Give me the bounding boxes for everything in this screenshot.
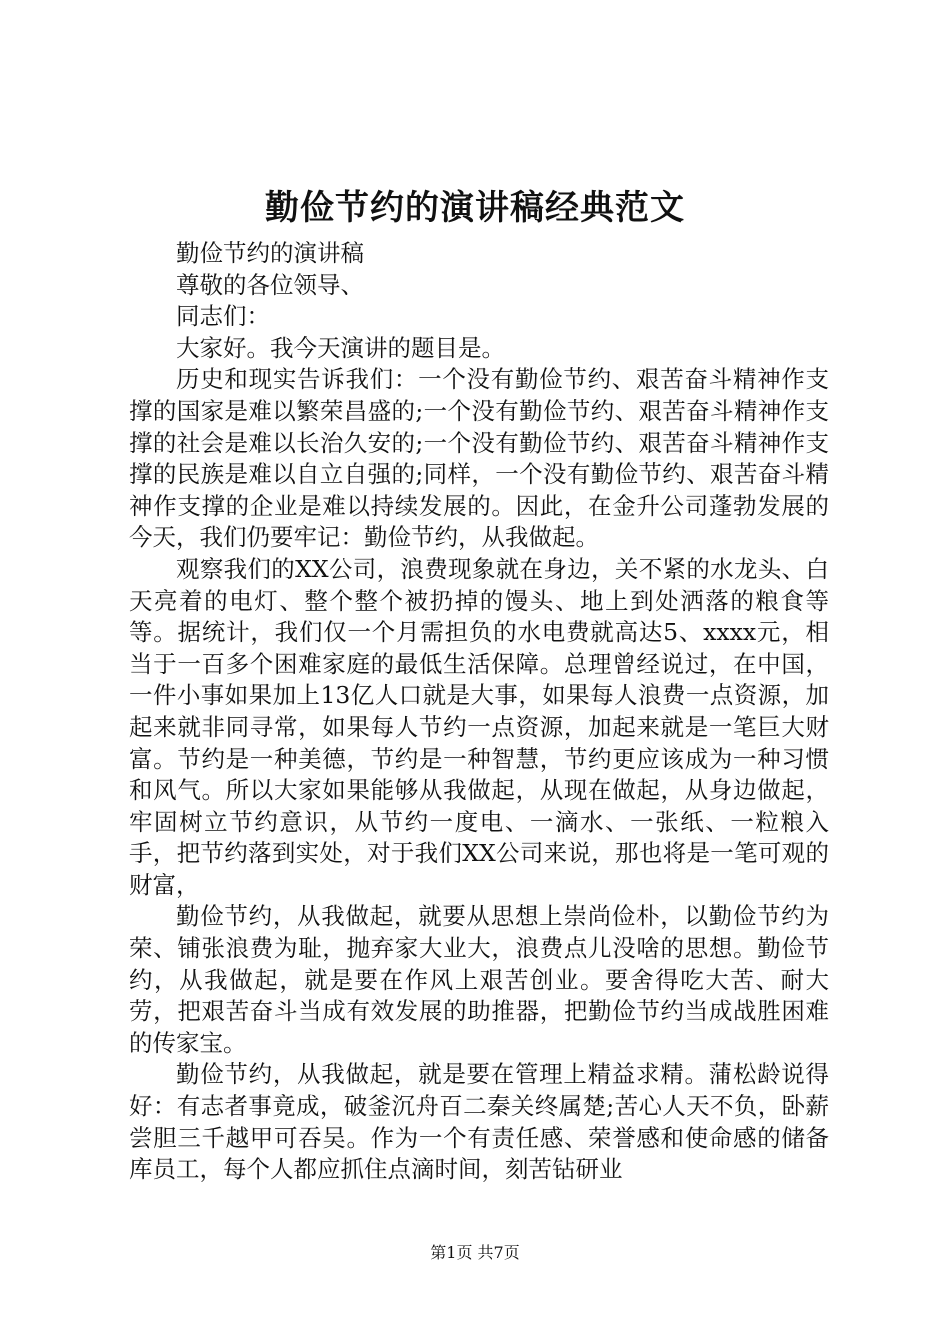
paragraph-salutation-2: 同志们：: [176, 302, 270, 331]
document-body: [129, 238, 829, 1186]
paragraph-observation: 观察我们的XX公司，浪费现象就在身边，关不紧的水龙头、白天亮着的电灯、整个整个被扔掉的馒头、地上到处洒落的粮食等等。据统计，我们仅一个月需担负的水电费就高达5、xxxx元，相当于一百多个困难家庭的最低生活保障。总理曾经说过，在中国，一件小事如果加上13亿人口就是大事，如果每人浪费一点资源，加起来就非同寻常，如果每人节约一点资源，加起来就是一笔巨大财富。节约是一种美德，节约是一种智慧，节约更应该成为一种习惯和风气。所以大家如果能够从我做起，从现在做起，从身边做起，牢固树立节约意识，从节约一度电、一滴水、一张纸、一粒粮入手，把节约落到实处，对于我们XX公司来说，那也将是一笔可观的财富，: [129, 554, 829, 899]
paragraph-management: 勤俭节约，从我做起，就是要在管理上精益求精。蒲松龄说得好：有志者事竟成，破釜沉舟百二秦关终属楚;苦心人天不负，卧薪尝胆三千越甲可吞吴。作为一个有责任感、荣誉感和使命感的储备库员工，每个人都应抓住点滴时间，刻苦钻研业: [129, 1060, 829, 1184]
paragraph-greeting: 大家好。我今天演讲的题目是。: [176, 333, 505, 362]
page-number: 第1页 共7页: [430, 1243, 520, 1262]
document-title: 勤俭节约的演讲稿经典范文: [265, 188, 685, 228]
paragraph-thought: 勤俭节约，从我做起，就要从思想上崇尚俭朴，以勤俭节约为荣、铺张浪费为耻，抛弃家大业大，浪费点儿没啥的思想。勤俭节约，从我做起，就是要在作风上艰苦创业。要舍得吃大苦、耐大劳，把艰苦奋斗当成有效发展的助推器，把勤俭节约当成战胜困难的传家宝。: [129, 902, 829, 1057]
paragraph-heading: 勤俭节约的演讲稿: [176, 239, 364, 267]
paragraph-salutation: 尊敬的各位领导、: [176, 270, 364, 299]
paragraph-history: 历史和现实告诉我们：一个没有勤俭节约、艰苦奋斗精神作支撑的国家是难以繁荣昌盛的;一个没有勤俭节约、艰苦奋斗精神作支撑的社会是难以长治久安的;一个没有勤俭节约、艰苦奋斗精神作支撑的民族是难以自立自强的;同样，一个没有勤俭节约、艰苦奋斗精神作支撑的企业是难以持续发展的。因此，在金升公司蓬勃发展的今天，我们仍要牢记：勤俭节约，从我做起。: [129, 365, 829, 552]
